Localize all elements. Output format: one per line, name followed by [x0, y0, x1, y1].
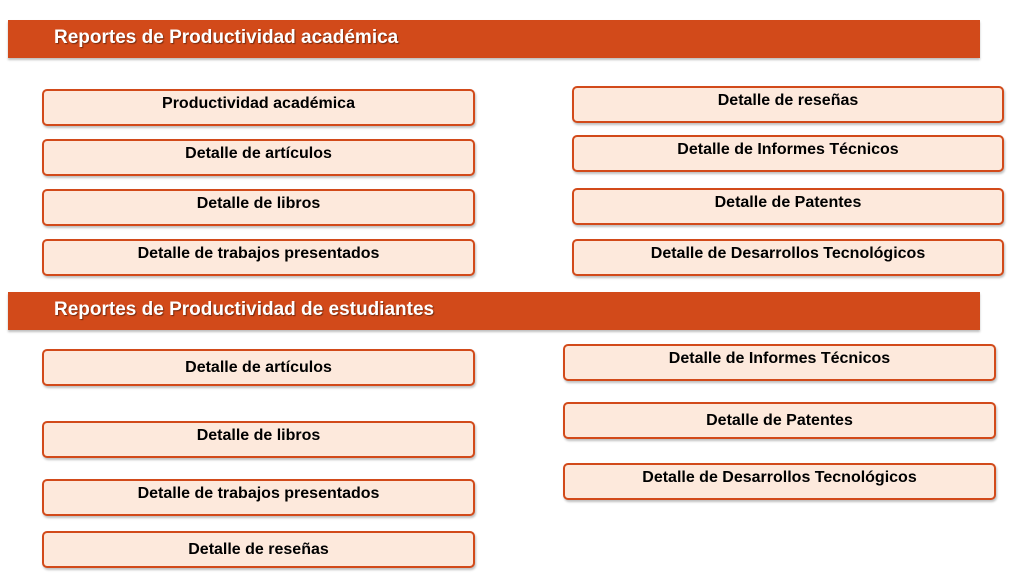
student-report-button-libros[interactable]: Detalle de libros [42, 421, 475, 458]
report-button-patentes[interactable]: Detalle de Patentes [572, 188, 1004, 225]
student-report-button-desarrollos-tecnologicos[interactable]: Detalle de Desarrollos Tecnológicos [563, 463, 996, 500]
report-button-articulos[interactable]: Detalle de artículos [42, 139, 475, 176]
student-report-button-articulos[interactable]: Detalle de artículos [42, 349, 475, 386]
section-banner-academica [8, 20, 980, 58]
section-title-academica: Reportes de Productividad académica [54, 27, 399, 48]
report-button-trabajos-presentados[interactable]: Detalle de trabajos presentados [42, 239, 475, 276]
student-report-button-patentes[interactable]: Detalle de Patentes [563, 402, 996, 439]
report-button-desarrollos-tecnologicos[interactable]: Detalle de Desarrollos Tecnológicos [572, 239, 1004, 276]
section-banner-estudiantes [8, 292, 980, 330]
student-report-button-resenas[interactable]: Detalle de reseñas [42, 531, 475, 568]
student-report-button-trabajos-presentados[interactable]: Detalle de trabajos presentados [42, 479, 475, 516]
section-title-estudiantes: Reportes de Productividad de estudiantes [54, 299, 435, 320]
report-button-resenas[interactable]: Detalle de reseñas [572, 86, 1004, 123]
report-button-libros[interactable]: Detalle de libros [42, 189, 475, 226]
student-report-button-informes-tecnicos[interactable]: Detalle de Informes Técnicos [563, 344, 996, 381]
report-button-informes-tecnicos[interactable]: Detalle de Informes Técnicos [572, 135, 1004, 172]
report-button-productividad-academica[interactable]: Productividad académica [42, 89, 475, 126]
